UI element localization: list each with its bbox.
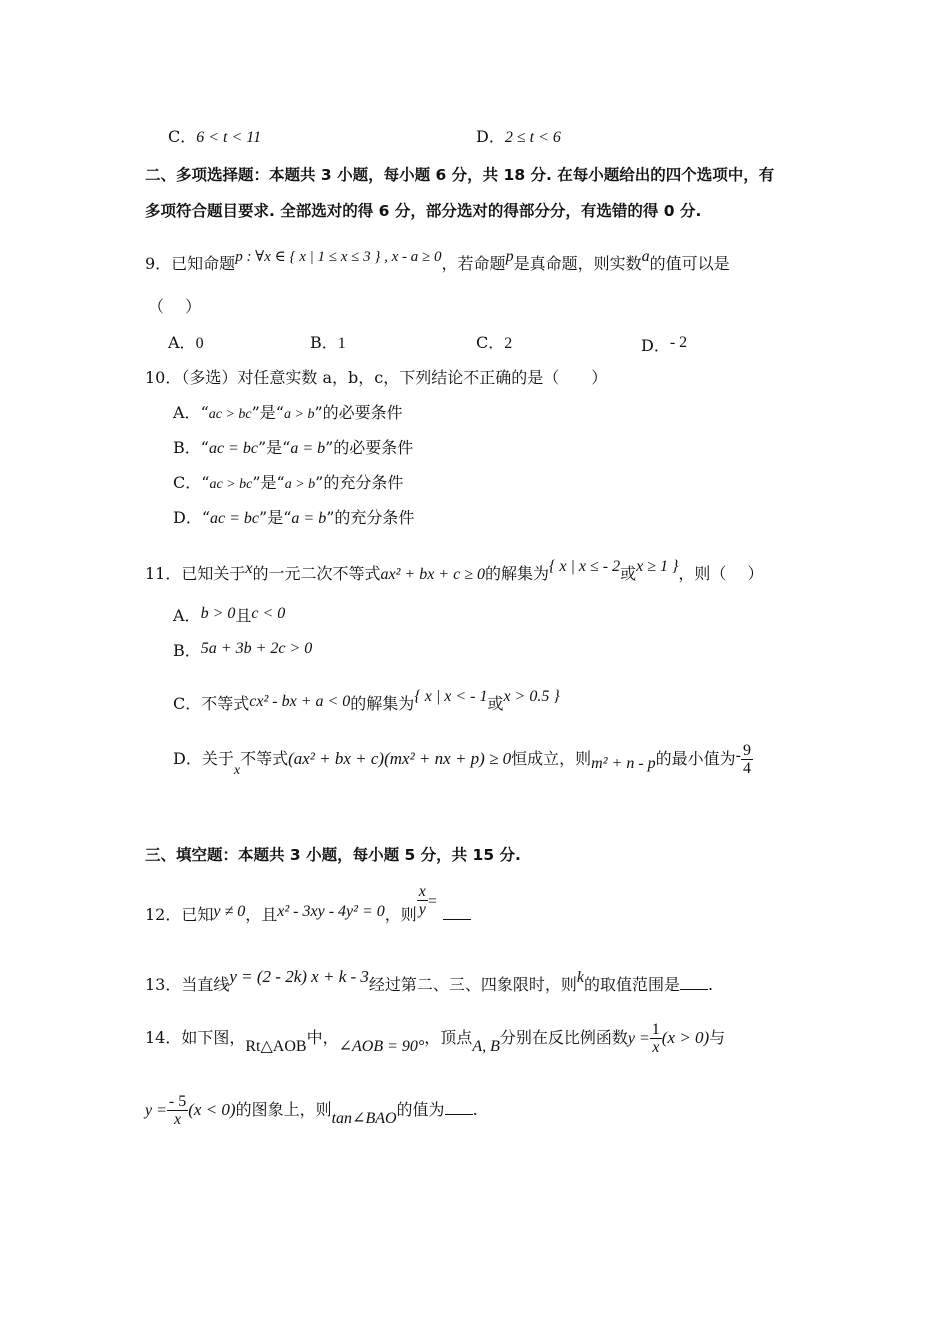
q13-answer-blank[interactable] [680,975,708,990]
q14-stem-line2: y = $\frac{- 5}{x}$ (x < 0)的图象上，则tan∠BAO的值为 . [145,1093,478,1128]
q14-fraction-2: $\frac{- 5}{x}$ [168,1093,187,1128]
q10-option-a: A．“ac > bc”是“a > b”的必要条件 [173,403,403,422]
q8-option-c: C．6 < t < 11 [168,127,262,146]
q9-option-b: B．1 [310,333,346,352]
q12-answer-blank[interactable] [443,905,471,920]
q8-option-d: D．2 ≤ t < 6 [476,127,561,146]
q14-answer-blank[interactable] [445,1100,473,1115]
q9-option-c: C．2 [476,333,513,352]
q12-fraction: $\frac{x}{y}$ [418,883,426,918]
q10-option-d: D．“ac = bc”是“a = b”的充分条件 [173,508,415,527]
q9-option-a: A．0 [168,333,204,352]
q11-option-b: B．5a + 3b + 2c > 0 [173,640,313,660]
q14-fraction-1: $\frac{1}{x}$ [651,1021,660,1056]
q10-option-c: C．“ac > bc”是“a > b”的充分条件 [173,473,404,492]
section2-line1: 二、多项选择题：本题共 3 小题，每小题 6 分，共 18 分. 在每小题给出的四个选项中，有 [145,166,775,184]
q10-stem: 10．（多选）对任意实数 a，b，c，下列结论不正确的是（ ） [145,368,608,387]
q12-stem: 12．已知y ≠ 0，且x² - 3xy - 4y² = 0，则 $\frac{x}{y}$ = [145,880,471,924]
q9-stem: 9．已知命题p : ∀x ∈ { x | 1 ≤ x ≤ 3 } , x - a ≥ 0，若命题p是真命题，则实数a的值可以是 [145,248,730,273]
q13-stem: 13．当直线y = (2 - 2k) x + k - 3经过第二、三、四象限时，则k的取值范围是 . [145,967,714,994]
q9-answer-paren: （ ） [148,297,202,316]
q10-option-b: B．“ac = bc”是“a = b”的必要条件 [173,438,414,457]
q14-stem-line1: 14．如下图，Rt△AOB中，∠AOB = 90°，顶点A, B分别在反比例函数y = $\frac{1}{x}$ (x > 0)与 [145,1021,726,1056]
q11-option-c: C．不等式cx² - bx + a < 0的解集为{ x | x < - 1或x > 0.5 } [173,688,560,713]
q11-d-fraction: $\frac{9}{4}$ [743,742,751,777]
q11-stem: 11．已知关于x的一元二次不等式ax² + bx + c ≥ 0的解集为{ x | x ≤ - 2或x ≥ 1 }，则（ ） [145,558,764,583]
q9-option-d: D．- 2 [641,334,688,355]
section3-title: 三、填空题：本题共 3 小题，每小题 5 分，共 15 分. [145,846,521,864]
section2-line2: 多项符合题目要求. 全部选对的得 6 分，部分选对的得部分分，有选错的得 0 分. [145,202,702,220]
q11-option-d: D．关于x不等式(ax² + bx + c)(mx² + nx + p) ≥ 0恒成立，则m² + n - p的最小值为- $\frac{9}{4}$ [173,742,751,778]
q11-option-a: A．b > 0且c < 0 [173,605,286,625]
